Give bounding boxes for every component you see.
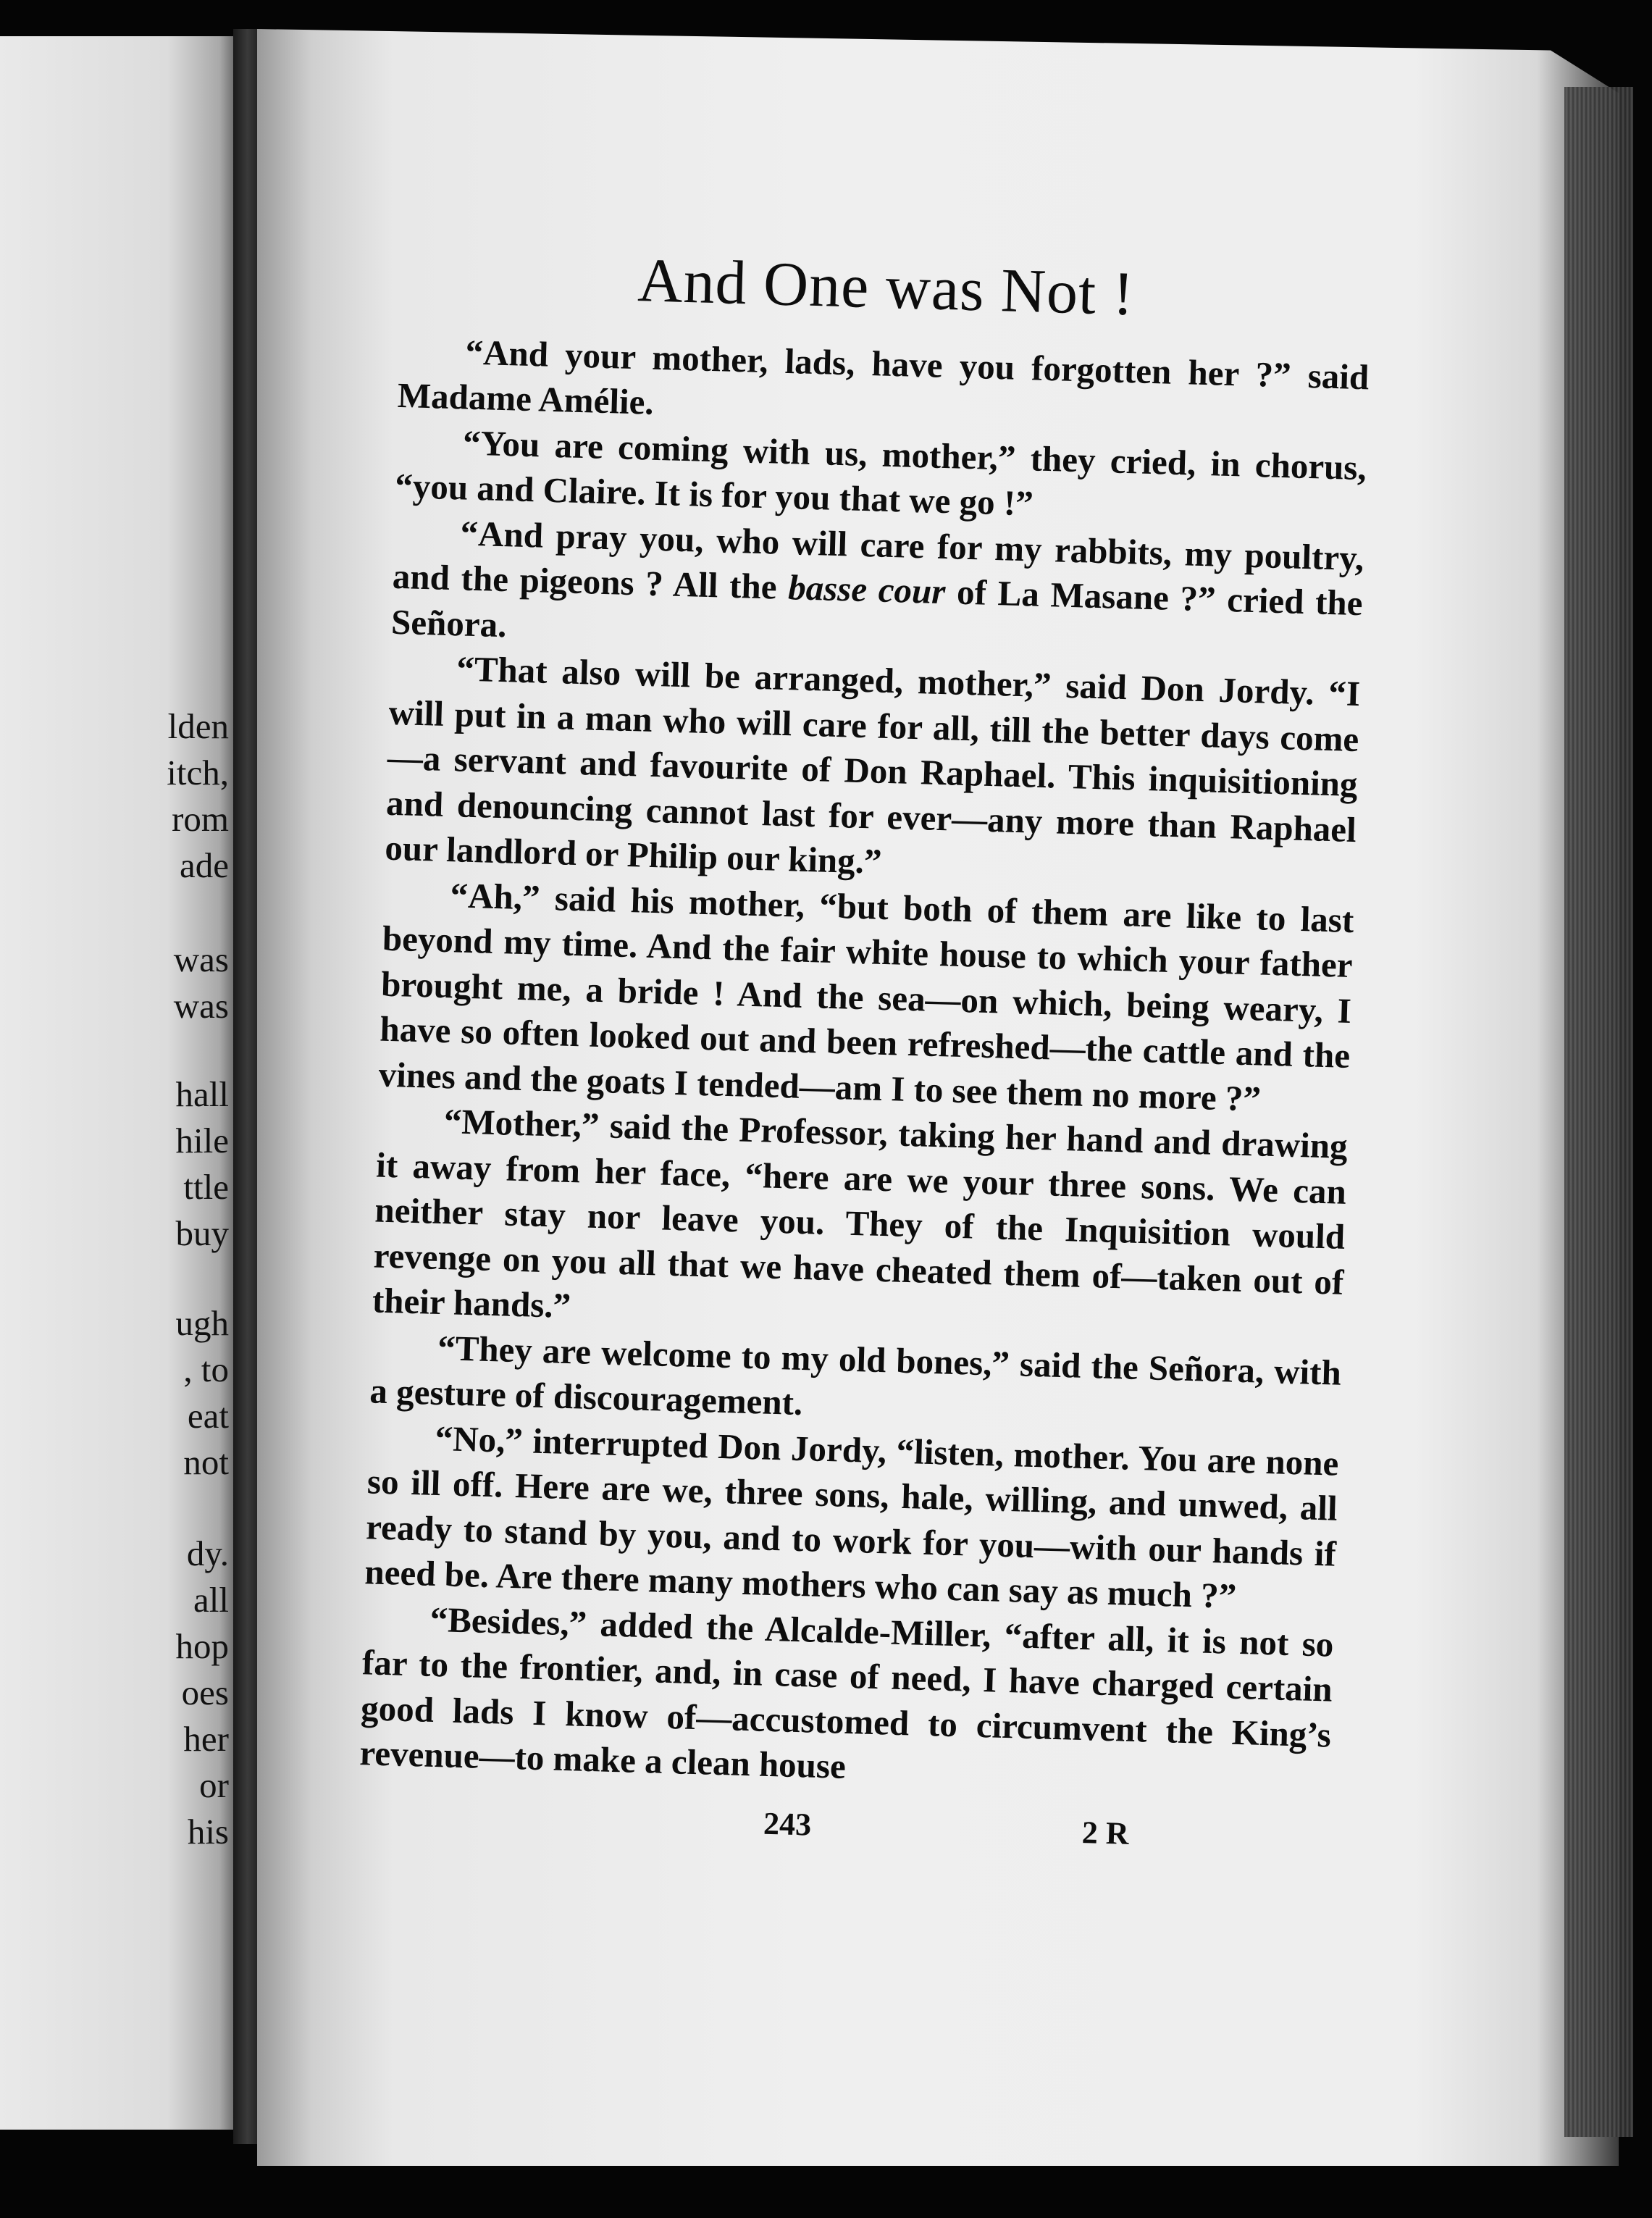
paragraph: “That also will be arranged, mother,” said Don Jordy. “I will put in a man who will care for all, till the better days come—a servant and favourite of Don Raphael. This inquisitioning and denouncing cannot last for ever—any more than Raphael our landlord or Philip our king.”	[384, 648, 1361, 882]
paragraph: “And your mother, lads, have you forgotten her ?” said Madame Amélie.	[397, 332, 1370, 422]
left-text-fragment: not	[183, 1442, 229, 1482]
left-text-fragment: hile	[175, 1121, 229, 1160]
left-text-fragment: ugh	[175, 1303, 229, 1343]
left-text-fragment: ade	[180, 845, 229, 885]
left-text-fragment: itch,	[167, 753, 229, 792]
paragraph: “No,” interrupted Don Jordy, “listen, mother. You are none so ill off. Here are we, three sons, hale, willing, and unwed, all ready to stand by you, and to work for you—with our hands if need be. Are there many mothers who can say as much ?”	[364, 1418, 1340, 1616]
left-text-fragment: eat	[187, 1396, 229, 1436]
left-text-fragment: , to	[183, 1349, 229, 1389]
left-text-fragment: ttle	[183, 1167, 229, 1207]
left-text-fragment: or	[199, 1765, 229, 1805]
page-stack-edge	[1564, 87, 1633, 2137]
signature-mark: 2 R	[1081, 1814, 1130, 1851]
left-text-fragment: dy.	[186, 1533, 229, 1573]
left-facing-page	[0, 36, 239, 2130]
paragraph: “And pray you, who will care for my rabbits, my poultry, and the pigeons ? All the basse cour of La Masane ?” cried the Señora.	[390, 513, 1364, 645]
left-text-fragment: his	[187, 1812, 229, 1851]
page-number: 243	[763, 1805, 812, 1843]
left-text-fragment: lden	[167, 706, 229, 746]
paragraph: “They are welcome to my old bones,” said the Señora, with a gesture of discouragement.	[369, 1327, 1342, 1423]
paragraph: “Ah,” said his mother, “but both of them are like to last beyond my time. And the fair white house to which your father brought me, a bride ! And the sea—on which, being weary, I have so often looked out and been refreshed—the cattle and the vines and the goats I tended—am I to see them no more ?”	[378, 874, 1355, 1119]
left-text-fragment: buy	[175, 1213, 229, 1253]
page-text-block	[357, 239, 1372, 1871]
left-text-fragment: oes	[181, 1673, 229, 1712]
body-text	[359, 328, 1370, 1804]
left-text-fragment: rom	[172, 799, 229, 839]
italic-phrase: basse cour	[787, 567, 947, 612]
left-text-fragment: hop	[175, 1626, 229, 1666]
left-text-fragment: was	[173, 986, 229, 1026]
left-text-fragment: all	[193, 1580, 229, 1620]
left-text-fragment: was	[173, 939, 229, 979]
left-text-fragment: her	[183, 1719, 229, 1759]
left-text-fragment: hall	[175, 1074, 229, 1114]
paragraph: “Mother,” said the Professor, taking her hand and drawing it away from her face, “here are we your three sons. We can neither stay nor leave you. They of the Inquisition would revenge on you all that we have cheated them of—taken out of their hands.”	[372, 1101, 1349, 1326]
chapter-title: And One was Not !	[637, 245, 1136, 329]
paragraph: “You are coming with us, mother,” they cried, in chorus, “you and Claire. It is for you that we go !”	[394, 422, 1367, 524]
paragraph: “Besides,” added the Alcalde-Miller, “after all, it is not so far to the frontier, and, in case of need, I have charged certain good lads I know of—accustomed to circumvent the King’s revenue—to make a clean house	[359, 1599, 1335, 1787]
